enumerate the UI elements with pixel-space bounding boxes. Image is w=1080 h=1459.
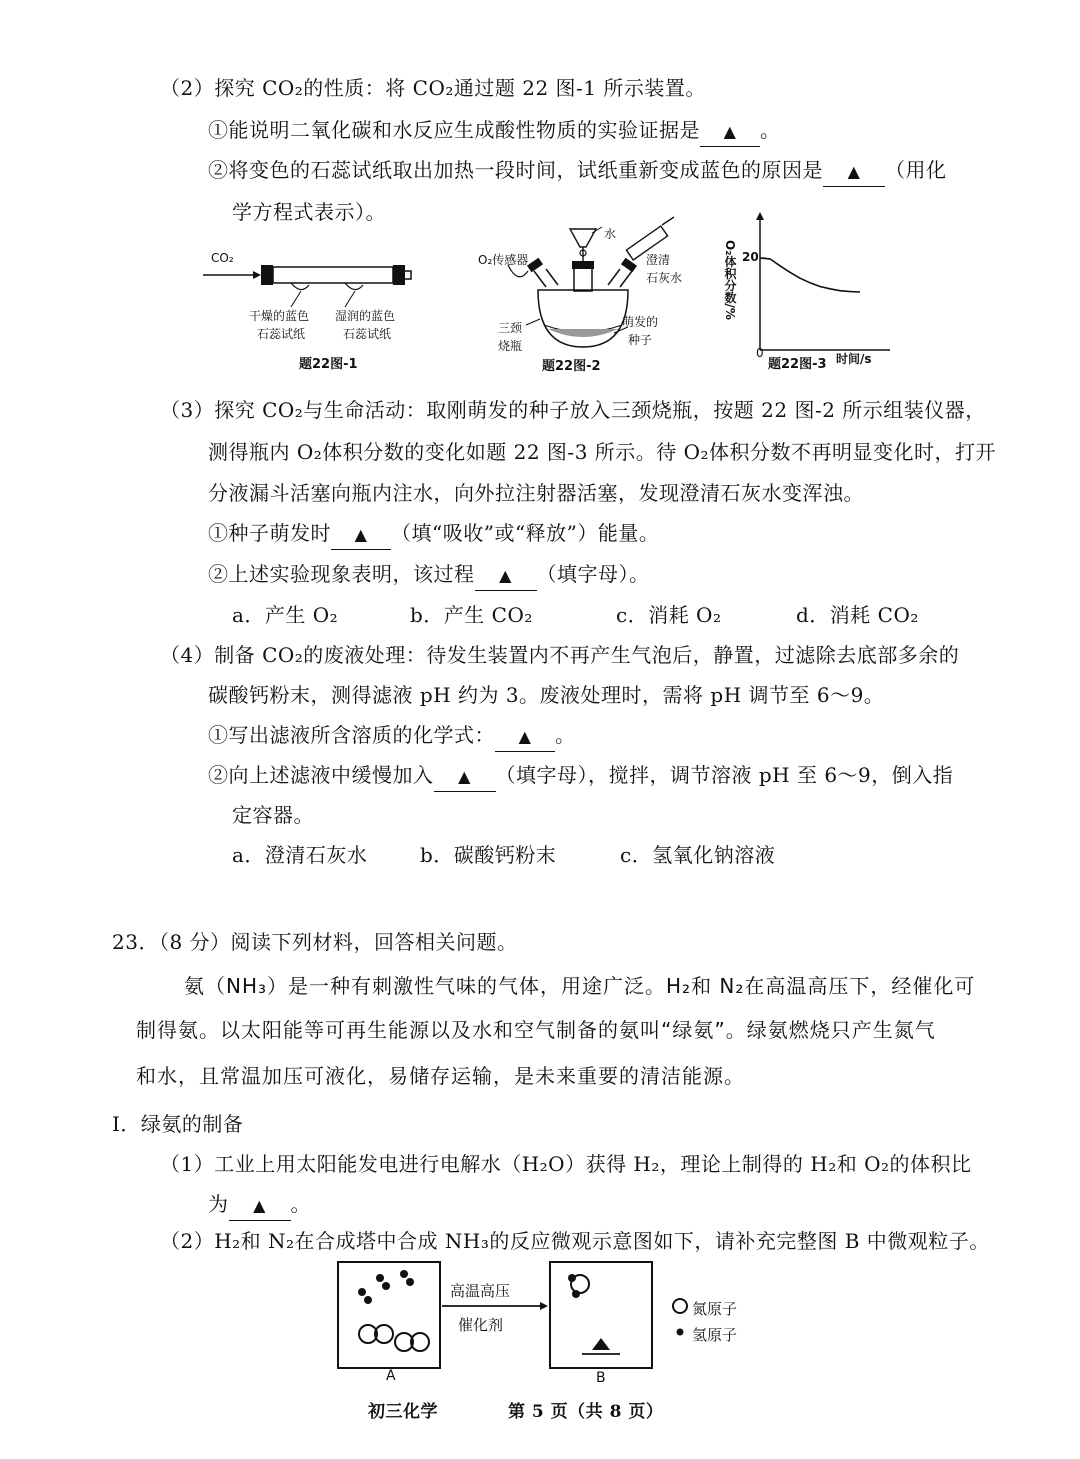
q23-heading: 23．（8 分）阅读下列材料，回答相关问题。 — [112, 930, 518, 954]
flask-label-1: 三颈 — [498, 321, 523, 335]
q22-part2-item1 — [208, 116, 781, 147]
h-atom — [364, 1296, 372, 1304]
h-atom — [376, 1274, 384, 1282]
answer-blank[interactable] — [434, 761, 496, 792]
answer-blank[interactable] — [229, 1190, 291, 1221]
origin-label: 0 — [756, 346, 764, 360]
x-axis-label: 时间/s — [836, 352, 872, 366]
dry-paper-label-1: 干燥的蓝色 — [249, 309, 310, 323]
q22-part2-item2-end: （用化 — [885, 158, 947, 182]
wet-paper-label-2: 石蕊试纸 — [343, 327, 392, 341]
q22-part2-item2-cont: 学方程式表示）。 — [232, 200, 386, 224]
blank-mark: ▲ — [499, 566, 512, 585]
q22-part3-option-d: d．消耗 CO₂ — [796, 603, 919, 627]
q22-part3-line2: 测得瓶内 O₂体积分数的变化如题 22 图-3 所示。待 O₂体积分数不再明显变化时，打开 — [208, 440, 997, 464]
q22-part4-option-c: c．氢氧化钠溶液 — [620, 843, 776, 867]
limewater-label-1: 澄清 — [646, 253, 671, 267]
q22-part4-option-a: a．澄清石灰水 — [232, 843, 368, 867]
water-label: 水 — [604, 227, 617, 241]
box-b — [550, 1262, 652, 1368]
legend-h-icon — [677, 1329, 684, 1336]
blank-mark: ▲ — [723, 122, 737, 141]
q22-part3-item2 — [208, 560, 650, 591]
q22-part3-item1 — [208, 519, 659, 550]
box-a-label: A — [386, 1368, 396, 1384]
q22-part3-item1-text: ①种子萌发时 — [208, 521, 331, 545]
figure-22-2-caption: 题22图-2 — [542, 359, 601, 374]
box-b-label: B — [596, 1370, 606, 1386]
q22-part4-item2-cont: 定容器。 — [232, 803, 314, 827]
q22-part2-item1-end: 。 — [760, 118, 781, 142]
h-atom — [568, 1274, 576, 1282]
h-atom — [358, 1288, 366, 1296]
answer-blank[interactable] — [823, 156, 885, 187]
q22-part4-item2 — [208, 761, 953, 792]
q22-part4-option-b: b．碳酸钙粉末 — [420, 843, 557, 867]
answer-blank[interactable] — [475, 560, 537, 591]
q22-part2-item2 — [208, 156, 947, 187]
q22-part4-line2: 碳酸钙粉末，测得滤液 pH 约为 3。废液处理时，需将 pH 调节至 6～9。 — [208, 683, 885, 707]
q22-part4-item1-text: ①写出滤液所含溶质的化学式： — [208, 723, 495, 747]
answer-blank[interactable] — [331, 519, 391, 550]
box-a — [338, 1262, 440, 1368]
o2-volume-curve — [760, 258, 860, 292]
reaction-diagram — [330, 1258, 770, 1392]
wet-paper-label-1: 湿润的蓝色 — [335, 309, 396, 323]
q22-part3-option-c: c．消耗 O₂ — [616, 603, 722, 627]
h-atom — [406, 1278, 414, 1286]
dry-paper-label-2: 石蕊试纸 — [257, 327, 306, 341]
q23-section-1: I．绿氨的制备 — [112, 1112, 244, 1136]
blank-mark: ▲ — [458, 767, 471, 786]
figure-22-1 — [195, 245, 435, 375]
q23-material-line1: 氨（NH₃）是一种有刺激性气味的气体，用途广泛。H₂和 N₂在高温高压下，经催化可 — [184, 974, 976, 998]
y-axis-label: O₂体积分数/% — [723, 240, 737, 320]
figure-22-3-caption: 题22图-3 — [768, 357, 827, 372]
condition-label-1: 高温高压 — [450, 1282, 511, 1300]
o2-sensor-label: O₂传感器 — [478, 253, 529, 267]
q23-part1-line2-text: 为 — [208, 1192, 229, 1216]
figure-22-1-caption: 题22图-1 — [299, 357, 358, 372]
flask-label-2: 烧瓶 — [498, 339, 523, 353]
figure-22-2 — [478, 215, 688, 375]
q22-part3-line1: （3）探究 CO₂与生命活动：取刚萌发的种子放入三颈烧瓶，按题 22 图-2 所示组装仪器， — [160, 398, 986, 422]
reaction-arrowhead — [540, 1302, 548, 1310]
footer-page: 第 5 页（共 8 页） — [508, 1402, 664, 1422]
q22-part3-item2-text: ②上述实验现象表明，该过程 — [208, 562, 475, 586]
blank-mark: ▲ — [847, 162, 861, 181]
q22-part3-option-b: b．产生 CO₂ — [410, 603, 533, 627]
q22-part2-item2-text: ②将变色的石蕊试纸取出加热一段时间，试纸重新变成蓝色的原因是 — [208, 158, 823, 182]
y-tick-label-20: 20 — [742, 250, 759, 264]
h-atom — [572, 1290, 580, 1298]
q23-part1-line2-end: 。 — [290, 1192, 311, 1216]
footer-subject: 初三化学 — [368, 1402, 438, 1422]
answer-blank[interactable] — [495, 721, 555, 752]
limewater-label-2: 石灰水 — [646, 271, 683, 285]
seed-label-2: 种子 — [628, 333, 653, 347]
q23-part1-line2 — [208, 1190, 311, 1221]
q22-part4-item1-end: 。 — [555, 723, 576, 747]
q22-part3-option-a: a．产生 O₂ — [232, 603, 339, 627]
seed-label-1: 萌发的 — [622, 315, 659, 329]
q22-part4-item1 — [208, 721, 576, 752]
legend-h-label: 氢原子 — [692, 1326, 738, 1344]
h-atom — [382, 1282, 390, 1290]
blank-mark: ▲ — [253, 1196, 266, 1215]
blank-mark: ▲ — [354, 525, 368, 544]
q23-part1-line1: （1）工业上用太阳能发电进行电解水（H₂O）获得 H₂，理论上制得的 H₂和 O₂的体积比 — [160, 1152, 972, 1176]
q22-part3-line3: 分液漏斗活塞向瓶内注水，向外拉注射器活塞，发现澄清石灰水变浑浊。 — [208, 481, 864, 505]
co2-label: CO₂ — [211, 251, 234, 265]
condition-label-2: 催化剂 — [458, 1316, 504, 1334]
q22-part4-item2-text: ②向上述滤液中缓慢加入 — [208, 763, 434, 787]
answer-blank[interactable] — [700, 116, 760, 147]
q22-part2-item1-text: ①能说明二氧化碳和水反应生成酸性物质的实验证据是 — [208, 118, 700, 142]
q23-material-line3: 和水，且常温加压可液化，易储存运输，是未来重要的清洁能源。 — [136, 1064, 745, 1088]
legend-n-icon — [673, 1299, 687, 1313]
q22-part4-line1: （4）制备 CO₂的废液处理：待发生装置内不再产生气泡后，静置，过滤除去底部多余的 — [160, 643, 960, 667]
figure-22-3 — [710, 210, 900, 375]
q23-part2-line: （2）H₂和 N₂在合成塔中合成 NH₃的反应微观示意图如下，请补充完整图 B 中微观粒子。 — [160, 1229, 990, 1253]
q22-part4-item2-end: （填字母），搅拌，调节溶液 pH 至 6～9，倒入指 — [495, 763, 954, 787]
h-atom — [400, 1270, 408, 1278]
blank-mark-triangle — [592, 1338, 610, 1350]
y-axis-arrow — [756, 212, 764, 220]
q22-part2-stem: （2）探究 CO₂的性质：将 CO₂通过题 22 图-1 所示装置。 — [160, 76, 706, 100]
blank-mark: ▲ — [518, 727, 532, 746]
q22-part3-item1-end: （填“吸收”或“释放”）能量。 — [391, 521, 660, 545]
q22-part3-item2-end: （填字母）。 — [536, 562, 650, 586]
legend-n-label: 氮原子 — [692, 1300, 738, 1318]
q23-material-line2: 制得氨。以太阳能等可再生能源以及水和空气制备的氨叫“绿氨”。绿氨燃烧只产生氮气 — [136, 1018, 936, 1042]
